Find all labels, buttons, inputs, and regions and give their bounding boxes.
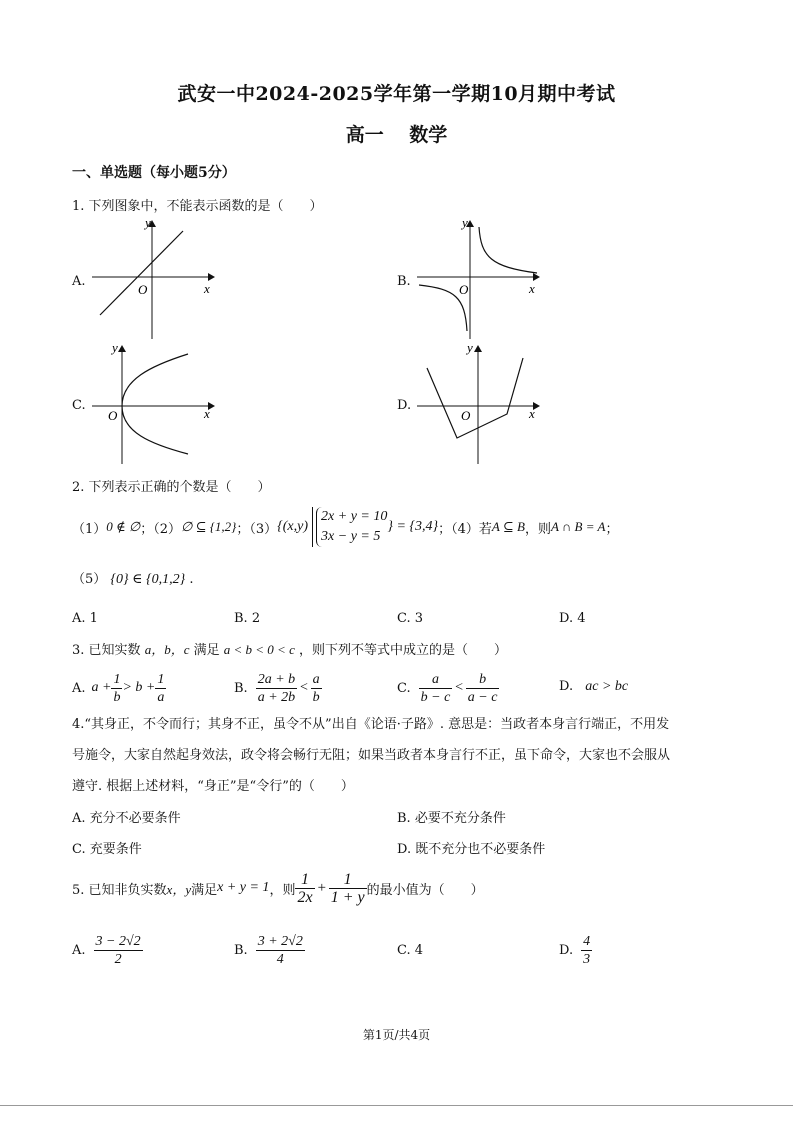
question-4-line2: 号施令，大家自然起身效法，政令将会畅行无阻；如果当政者本身言行不正，虽下命令，大家也不会服从 (72, 748, 671, 763)
q2-option-a: A. 1 (72, 611, 98, 626)
q2-option-b: B. 2 (234, 611, 261, 626)
page-bottom-divider (0, 1105, 793, 1106)
y-axis-label: y (462, 215, 468, 230)
exam-title: 武安一中2024-2025学年第一学期10月期中考试 (177, 83, 616, 105)
question-3-stem (72, 639, 507, 658)
q5-vars: x，y (166, 881, 192, 897)
q1-graph-c (90, 340, 220, 472)
q5-option-b-frac: $\frac{3 + 2√2}{4}$ (257, 933, 303, 967)
q4-option-c: C. 充要条件 (72, 842, 142, 857)
q2-item5-math: {0} ∈ {0,1,2} (110, 572, 186, 587)
q3-vars: a，b，c (144, 642, 190, 657)
q5-plus: + (316, 879, 327, 896)
q2-item4-then: ，则 (524, 521, 551, 537)
q2-item1-prefix: （1） (72, 521, 107, 537)
q5-frac1: $\frac{1}{2x}$ (297, 870, 313, 906)
q5-stem-a: 5. 已知非负实数 (72, 882, 167, 898)
q1-option-b-label: B. (397, 274, 411, 289)
question-4-line3: 遵守. 根据上述材料，“身正”是“令行”的（ ） (72, 779, 354, 794)
q3-option-a-frac2: $\frac{1}{a}$ (157, 671, 165, 705)
q5-option-d-label: D. (559, 942, 574, 958)
origin-label: O (138, 282, 148, 297)
q5-stem-c: ，则 (269, 882, 296, 898)
origin-label: O (461, 408, 471, 423)
y-axis-label: y (467, 340, 473, 355)
q2-items-line1 (72, 507, 618, 547)
exam-subtitle: 高一 数学 (345, 124, 448, 146)
x-axis-label: x (204, 406, 210, 421)
y-axis-label: y (112, 340, 118, 355)
q3-option-b-label: B. (234, 680, 248, 696)
q5-option-d (559, 930, 592, 970)
q5-option-d-frac: $\frac{4}{3}$ (583, 933, 591, 967)
q2-item3-eq2: 3x − y = 5 (321, 529, 381, 544)
q3-option-a-frac1: $\frac{1}{b}$ (113, 671, 121, 705)
section-heading: 一、单选题（每小题5分） (72, 165, 236, 181)
question-5-stem (72, 868, 484, 908)
q2-item2-prefix: ；（2） (140, 521, 182, 537)
q5-frac2: $\frac{1}{1 + y}$ (330, 870, 365, 906)
q3-option-c-mid: < (454, 680, 464, 695)
q3-option-b-frac1: $\frac{2a + b}{a + 2b}$ (257, 671, 296, 705)
q3-option-d (559, 679, 628, 695)
q2-item3-eq1: 2x + y = 10 (321, 509, 388, 524)
q3-option-d-expr: ac > bc (585, 679, 629, 694)
q2-item3-set-open: {(x,y) (277, 519, 309, 534)
question-2-stem: 2. 下列表示正确的个数是（ ） (72, 480, 271, 495)
x-axis-label: x (529, 281, 535, 296)
q4-option-b: B. 必要不充分条件 (397, 811, 506, 826)
q5-stem-b: 满足 (191, 882, 218, 898)
q5-option-a (72, 930, 143, 970)
q2-item2-math: ∅ ⊆ {1,2} (181, 519, 237, 534)
q3-stem-b: 满足 (193, 643, 220, 658)
q2-option-c: C. 3 (397, 611, 424, 626)
q4-option-d: D. 既不充分也不必要条件 (397, 842, 546, 857)
q5-option-b (234, 930, 305, 970)
question-1-stem: 1. 下列图象中，不能表示函数的是（ ） (72, 199, 323, 214)
q5-option-a-label: A. (72, 942, 86, 958)
q3-option-a-label: A. (72, 680, 86, 696)
q3-option-c-frac2: $\frac{b}{a - c}$ (467, 671, 498, 705)
x-axis-label: x (529, 406, 535, 421)
q2-item3-divider (312, 507, 313, 547)
q1-option-a-label: A. (72, 274, 86, 289)
q2-item4-result: A ∩ B = A (550, 519, 606, 534)
q3-option-b (234, 668, 322, 708)
q4-option-a: A. 充分不必要条件 (72, 811, 181, 826)
q2-option-d: D. 4 (559, 611, 586, 626)
q2-item3-system (316, 507, 387, 547)
q3-option-a (72, 668, 166, 708)
q5-option-b-label: B. (234, 942, 248, 958)
origin-label: O (459, 282, 469, 297)
q3-option-a-mid: > b + (122, 680, 156, 695)
q3-option-b-frac2: $\frac{a}{b}$ (312, 671, 320, 705)
q3-condition: a < b < 0 < c (223, 642, 295, 657)
q3-option-c-frac1: $\frac{a}{b - c}$ (420, 671, 451, 705)
q3-option-b-mid: < (299, 680, 309, 695)
question-4-line1: 4.“其身正，不令而行；其身不正，虽令不从”出自《论语·子路》. 意思是：当政者本身言行端正，不用发 (72, 717, 670, 732)
q3-option-c (397, 668, 499, 708)
y-axis-label: y (145, 215, 151, 230)
q1-graph-b (415, 215, 545, 347)
q1-graph-d (415, 340, 545, 472)
page-number: 第1页/共4页 (362, 1028, 431, 1042)
q1-graph-a (90, 215, 220, 347)
q1-option-d-label: D. (397, 398, 412, 413)
q2-item5-prefix: （5） (72, 572, 107, 587)
q2-item3-set-close: } = {3,4} (387, 519, 439, 534)
q3-stem-c: ，则下列不等式中成立的是（ ） (299, 643, 508, 658)
q2-item4-end: ； (605, 521, 619, 537)
q5-option-c: C. 4 (397, 943, 424, 958)
q2-items-line2 (72, 568, 193, 588)
origin-label: O (108, 408, 118, 423)
q2-item4-cond: A ⊆ B (491, 519, 525, 534)
q5-condition: x + y = 1 (217, 880, 270, 895)
q1-option-c-label: C. (72, 398, 86, 413)
q5-option-a-frac: $\frac{3 - 2√2}{2}$ (95, 933, 141, 967)
x-axis-label: x (204, 281, 210, 296)
q3-option-d-label: D. (559, 679, 574, 694)
q2-item3-prefix: ；（3） (236, 521, 278, 537)
q2-item5-end: . (189, 572, 194, 587)
q2-item1-math: 0 ∉ ∅ (106, 519, 141, 534)
q3-option-a-pre: a + (91, 680, 112, 695)
q5-stem-d: 的最小值为（ ） (366, 882, 484, 898)
q3-option-c-label: C. (397, 680, 411, 696)
q3-stem-a: 3. 已知实数 (72, 643, 141, 658)
q2-item4-prefix: ；（4）若 (438, 521, 492, 537)
